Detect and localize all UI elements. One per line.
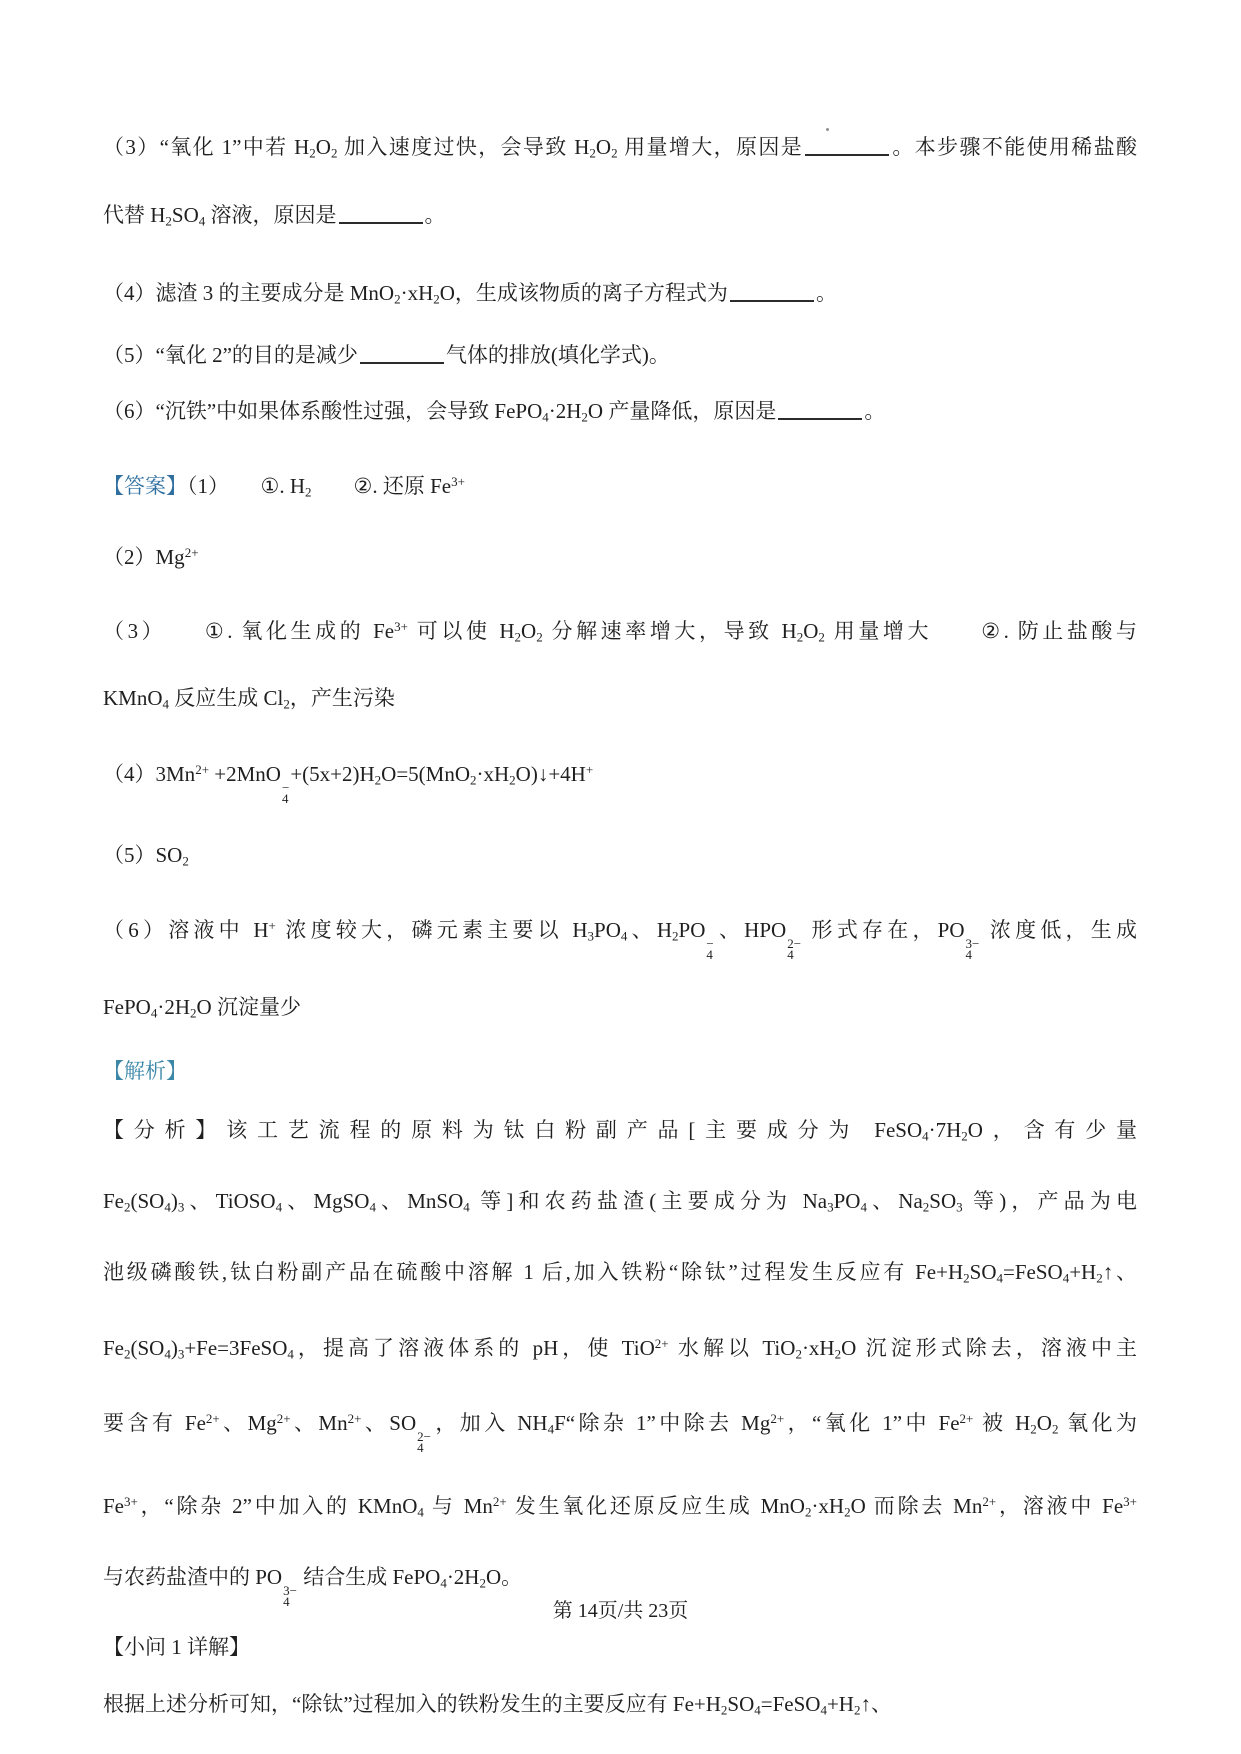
answer-line-1 (103, 466, 1137, 508)
answer-part-3-line-1: （3） ①. 氧化生成的 $Fe^{3+}$ 可以使 $H_2O_2$ 分解速率增大，导致 $H_2O_2$ 用量增大 ②. 防止盐酸与 (103, 618, 1138, 644)
answer-label: 【答案】 (103, 474, 187, 499)
scan-artifact-dot (826, 128, 829, 131)
question-6: （6）“沉铁”中如果体系酸性过强，会导致 $FePO_4\cdot 2H_2O$ 产量降低，原因是 。 (103, 398, 886, 424)
answer-part-4-equation: $(4)3Mn^{2+} +2MnO$ − 4 $+(5x+2)H_2O=5(MnO_2\cdot xH_2O)↓+4H^+$ (103, 762, 594, 806)
answer-part-6-line-1: （6）溶液中 H+ 浓度较大，磷元素主要以 $H_3PO_4$、$H_2PO$ − 4 、HPO 2− 4 形式存在，PO 3− 4 浓度低，生成 (103, 918, 1138, 962)
subquestion-1-heading: 【小问 1 详解】 (103, 1634, 250, 1659)
question-4: （4）滤渣 3 的主要成分是 $MnO_2\cdot xH_2O$，生成该物质的离子方程式为 。 (103, 280, 837, 306)
explanation-section (103, 1055, 1137, 1726)
answer-part-6-line-2: $FePO_4\cdot 2H_2O$ 沉淀量少 (103, 994, 301, 1020)
analysis-line-2: $Fe_2(SO_4)_3$、TiOSO$_4$、MgSO$_4$、MnSO$_4$ 等]和农药盐渣(主要成分为 $Na_3PO_4$、$Na_2SO_3$ 等)，产品为电 (103, 1189, 1137, 1215)
analysis-line-7: 与农药盐渣中的 PO 3− 4 结合生成 $FePO_4\cdot 2H_2O$。 (103, 1565, 523, 1609)
explanation-label: 【解析】 (103, 1058, 187, 1083)
answer-section (103, 466, 1137, 1029)
subquestion-1-line-1: 根据上述分析可知，“除钛”过程加入的铁粉发生的主要反应有 $Fe+H_2SO_4=FeSO_4+H_2↑$、 (103, 1691, 892, 1717)
question-5: （5）“氧化 2”的目的是减少 气体的排放(填化学式)。 (103, 342, 670, 367)
answer-part-5: $(5)SO_2$ (103, 842, 189, 869)
answer-blank (805, 151, 889, 156)
analysis-line-6: $Fe^{3+}$，“除杂 2”中加入的 KMnO$_4$ 与 $Mn^{2+}$ 发生氧化还原反应生成 $MnO_2\cdot xH_2O$ 而除去 $Mn^{2+}$，溶液中 $Fe^{3+}$ (103, 1493, 1137, 1520)
question-3-line-2: 代替 $H_2SO_4$ 溶液，原因是 。 (103, 203, 446, 229)
exam-page-content (103, 0, 1137, 1726)
question-section (103, 131, 1137, 433)
answer-blank (730, 297, 814, 302)
analysis-line-3: 池级磷酸铁,钛白粉副产品在硫酸中溶解 1 后,加入铁粉“除钛”过程发生反应有 $Fe+H_2SO_4=FeSO_4+H_2↑$、 (103, 1260, 1138, 1286)
answer-part-3-line-2: KMnO$_4$ 反应生成 $Cl_2$，产生污染 (103, 685, 395, 712)
page-number-footer: 第 14页/共 23页 (552, 1600, 689, 1622)
analysis-line-5: 要含有 $Fe^{2+}$、$Mg^{2+}$、$Mn^{2+}$、SO 2− 4 ，加入 $NH_4F“$除杂 1”中除去 $Mg^{2+}$，“氧化 1”中 $Fe^{2+}$ 被 $H_2O_2$ 氧化为 (103, 1411, 1137, 1455)
question-3-line-1: （3）“氧化 1”中若 $H_2O_2$ 加入速度过快，会导致 $H_2O_2$ 用量增大，原因是 。本步骤不能使用稀盐酸 (103, 135, 1138, 161)
explanation-label-line (103, 1055, 1137, 1087)
answer-blank (778, 415, 862, 420)
answer-blank (360, 359, 444, 364)
answer-part-2: $(2)Mg^{2+}$ (103, 545, 199, 570)
answer-blank (339, 219, 423, 224)
analysis-line-1: 【分析】该工艺流程的原料为钛白粉副产品[主要成分为 $FeSO_4\cdot 7H_2O$，含有少量 (103, 1117, 1137, 1144)
analysis-line-4: $Fe_2(SO_4)_3+Fe=3FeSO_4$，提高了溶液体系的 pH，使 TiO$^{2+}$ 水解以 $TiO_2\cdot xH_2O$ 沉淀形式除去，溶液中主 (103, 1335, 1137, 1362)
answer-part-1: （1） ①. $H_2$ ②. 还原 $Fe^{3+}$ (187, 474, 465, 500)
